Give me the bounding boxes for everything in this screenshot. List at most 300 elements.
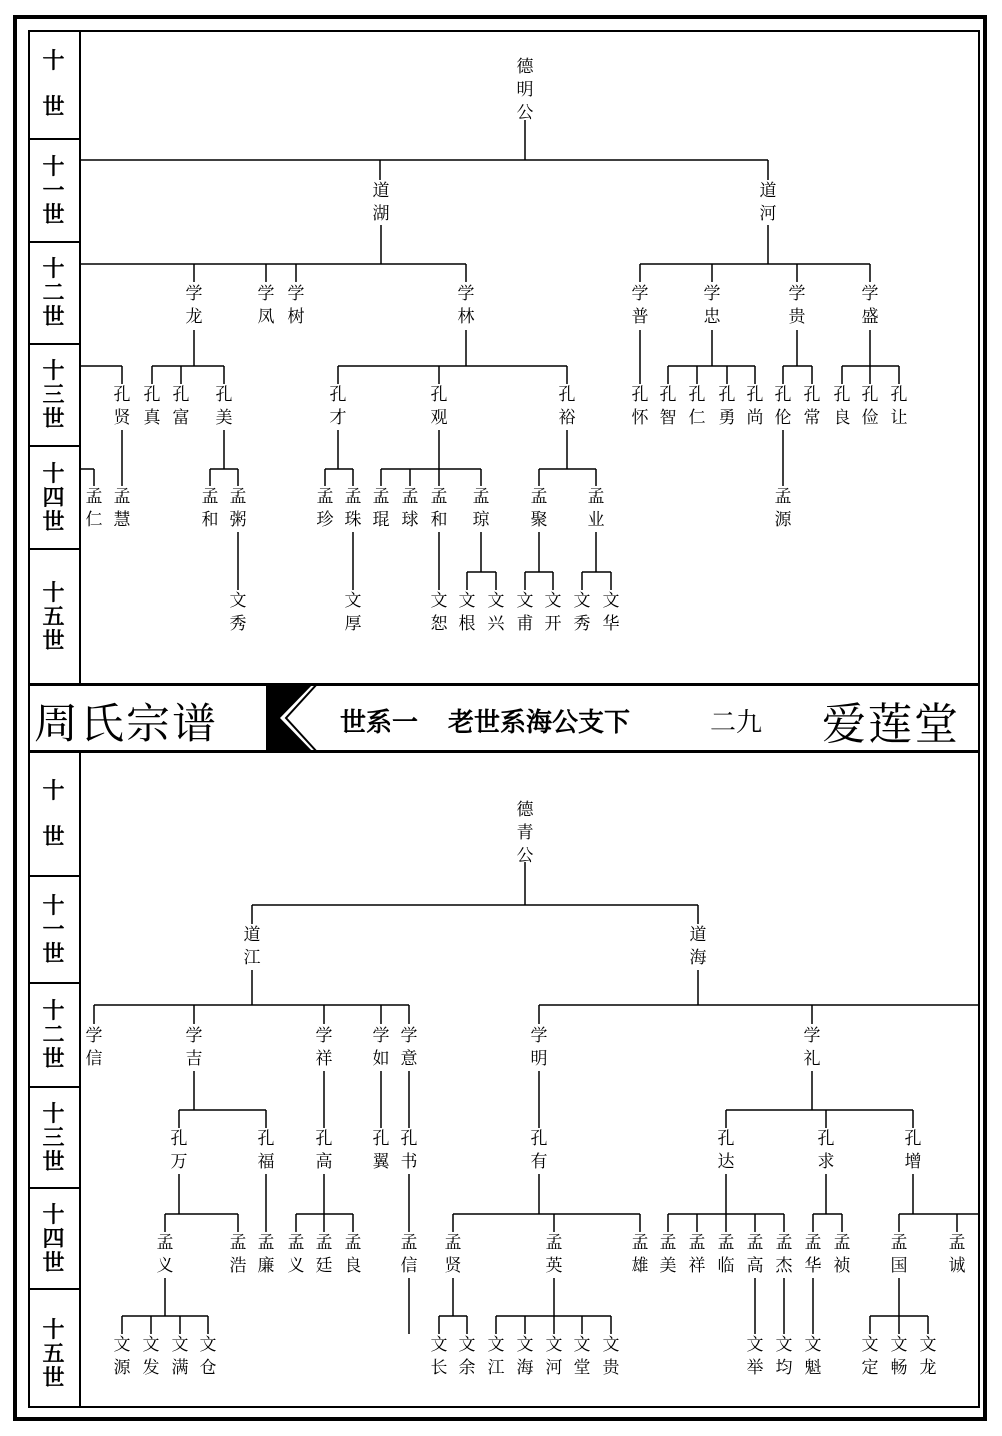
person-name	[789, 284, 807, 327]
person-name	[660, 385, 677, 428]
name-char: 学	[530, 1026, 548, 1046]
name-char: 书	[400, 1152, 418, 1172]
name-char: 文	[775, 1335, 793, 1355]
person-name	[905, 1129, 922, 1172]
name-char: 孟	[201, 487, 219, 507]
name-char: 孔	[746, 385, 764, 405]
name-char: 国	[890, 1256, 908, 1276]
person-name	[459, 591, 476, 634]
generation-char: 十	[42, 358, 65, 384]
name-char: 怀	[631, 408, 649, 428]
name-char: 雄	[631, 1256, 649, 1276]
person-name	[834, 385, 851, 428]
name-char: 孔	[890, 385, 908, 405]
name-char: 青	[516, 823, 534, 843]
name-char: 礼	[803, 1049, 821, 1069]
name-char: 增	[904, 1152, 922, 1172]
name-char: 文	[487, 591, 505, 611]
person-name	[775, 487, 793, 530]
person-name	[804, 1026, 821, 1069]
person-name	[401, 1233, 418, 1276]
name-char: 孔	[372, 1129, 390, 1149]
name-char: 孟	[804, 1233, 822, 1253]
name-char: 江	[243, 948, 261, 968]
name-char: 孟	[113, 487, 131, 507]
person-name	[216, 385, 233, 428]
name-char: 龙	[919, 1358, 937, 1378]
name-char: 德	[516, 57, 534, 77]
name-char: 珠	[344, 510, 362, 530]
name-char: 文	[602, 591, 620, 611]
name-char: 诚	[948, 1256, 966, 1276]
name-char: 俭	[861, 408, 879, 428]
name-char: 学	[457, 284, 475, 304]
generation-char: 三	[42, 1124, 65, 1151]
name-char: 孟	[344, 487, 362, 507]
name-char: 学	[85, 1026, 103, 1046]
person-name	[202, 487, 219, 530]
name-char: 文	[458, 591, 476, 611]
name-char: 孟	[774, 487, 792, 507]
name-char: 孟	[85, 487, 103, 507]
name-char: 文	[919, 1335, 937, 1355]
person-name	[747, 1335, 764, 1378]
name-char: 孟	[287, 1233, 305, 1253]
generation-char: 十	[42, 1201, 65, 1228]
person-name	[517, 591, 534, 634]
person-name	[704, 284, 722, 327]
name-char: 道	[372, 181, 390, 201]
person-name	[258, 1233, 275, 1276]
name-char: 孔	[558, 385, 576, 405]
name-char: 孔	[430, 385, 448, 405]
name-char: 信	[400, 1256, 418, 1276]
generation-char: 十	[42, 1316, 65, 1343]
person-name	[445, 1233, 463, 1276]
name-char: 道	[689, 925, 707, 945]
person-name	[431, 385, 448, 428]
section-label: 世系一	[340, 708, 419, 738]
name-char: 祥	[688, 1256, 706, 1276]
generation-char: 世	[42, 824, 65, 850]
name-char: 孔	[530, 1129, 548, 1149]
person-name	[517, 800, 535, 866]
person-name	[632, 1233, 649, 1276]
person-name	[805, 1233, 822, 1276]
name-char: 孔	[688, 385, 706, 405]
name-char: 义	[287, 1256, 305, 1276]
generation-char: 二	[42, 1022, 65, 1048]
generation-char: 世	[42, 406, 65, 432]
name-char: 良	[833, 408, 851, 428]
name-char: 文	[890, 1335, 908, 1355]
name-char: 普	[631, 307, 649, 327]
name-char: 孟	[659, 1233, 677, 1253]
person-name	[144, 385, 162, 428]
name-char: 廉	[257, 1256, 275, 1276]
person-name	[834, 1233, 851, 1276]
person-name	[603, 591, 620, 634]
name-char: 华	[804, 1256, 822, 1276]
generation-char: 十	[42, 579, 65, 606]
person-name	[373, 487, 390, 530]
name-char: 学	[287, 284, 305, 304]
generation-char: 一	[42, 916, 65, 943]
person-name	[258, 284, 275, 327]
generation-char: 四	[42, 1225, 65, 1252]
person-name	[531, 1129, 548, 1172]
name-char: 孟	[631, 1233, 649, 1253]
name-char: 明	[516, 80, 534, 100]
generation-char: 世	[42, 1364, 65, 1391]
person-name	[660, 1233, 677, 1276]
book-title: 周氏宗谱	[34, 700, 218, 749]
page-number: 二九	[710, 708, 763, 738]
name-char: 孟	[746, 1233, 764, 1253]
generation-char: 世	[42, 94, 65, 120]
person-name	[488, 591, 506, 634]
name-char: 智	[659, 408, 677, 428]
name-char: 贤	[113, 408, 131, 428]
name-char: 畅	[890, 1358, 908, 1378]
name-char: 学	[257, 284, 275, 304]
generation-char: 十	[42, 48, 65, 74]
name-char: 文	[573, 1335, 591, 1355]
person-name	[316, 1129, 333, 1172]
name-char: 树	[287, 307, 305, 327]
generation-char: 四	[42, 484, 65, 511]
person-name	[546, 1233, 563, 1276]
person-name	[288, 284, 305, 327]
name-char: 孔	[315, 1129, 333, 1149]
person-name	[373, 1129, 391, 1172]
person-name	[244, 925, 261, 968]
generation-char: 十	[42, 153, 65, 180]
name-char: 河	[759, 204, 777, 224]
name-char: 道	[243, 925, 261, 945]
name-char: 美	[215, 408, 233, 428]
name-char: 孔	[172, 385, 190, 405]
name-char: 信	[85, 1049, 103, 1069]
name-char: 孟	[890, 1233, 908, 1253]
name-char: 根	[458, 614, 476, 634]
person-name	[588, 487, 605, 530]
name-char: 孟	[775, 1233, 793, 1253]
generation-char: 十	[42, 460, 65, 487]
name-char: 文	[458, 1335, 476, 1355]
name-char: 观	[430, 408, 448, 428]
name-char: 孟	[401, 487, 419, 507]
name-char: 仁	[85, 510, 103, 530]
person-name	[689, 1233, 706, 1276]
name-char: 意	[400, 1049, 418, 1069]
name-char: 文	[573, 591, 591, 611]
name-char: 公	[516, 103, 534, 123]
name-char: 甫	[516, 614, 534, 634]
person-name	[143, 1335, 160, 1378]
name-char: 粥	[229, 510, 247, 530]
name-char: 源	[774, 510, 792, 530]
name-char: 孟	[587, 487, 605, 507]
person-name	[517, 57, 535, 123]
person-name	[345, 487, 362, 530]
name-char: 孔	[817, 1129, 835, 1149]
name-char: 孟	[530, 487, 548, 507]
name-char: 满	[171, 1358, 189, 1378]
name-char: 孔	[400, 1129, 418, 1149]
person-name	[718, 1129, 735, 1172]
name-char: 河	[545, 1358, 563, 1378]
person-name	[920, 1335, 937, 1378]
person-name	[345, 1233, 362, 1276]
person-name	[186, 284, 203, 327]
name-char: 学	[315, 1026, 333, 1046]
name-char: 孔	[833, 385, 851, 405]
generation-char: 世	[42, 940, 65, 967]
generation-char: 世	[42, 201, 65, 228]
name-char: 孔	[717, 1129, 735, 1149]
name-char: 祯	[833, 1256, 851, 1276]
name-char: 秀	[573, 614, 591, 634]
name-char: 文	[545, 1335, 563, 1355]
name-char: 文	[171, 1335, 189, 1355]
person-name	[747, 1233, 764, 1276]
name-char: 孟	[444, 1233, 462, 1253]
generation-char: 一	[42, 177, 65, 204]
name-char: 琼	[472, 510, 490, 530]
name-char: 孔	[143, 385, 161, 405]
name-char: 富	[172, 408, 190, 428]
person-name	[402, 487, 419, 530]
person-name	[603, 1335, 621, 1378]
name-char: 孟	[717, 1233, 735, 1253]
name-char: 贤	[444, 1256, 462, 1276]
person-name	[114, 1335, 132, 1378]
name-char: 文	[113, 1335, 131, 1355]
generation-char: 世	[42, 627, 65, 654]
name-char: 孟	[315, 1233, 333, 1253]
person-name	[200, 1335, 217, 1378]
name-char: 有	[530, 1152, 548, 1172]
name-char: 文	[746, 1335, 764, 1355]
name-char: 凤	[257, 307, 275, 327]
name-char: 裕	[558, 408, 576, 428]
generation-char: 世	[42, 508, 65, 535]
name-char: 学	[788, 284, 806, 304]
name-char: 文	[516, 1335, 534, 1355]
generation-char: 五	[42, 1340, 65, 1367]
name-char: 忠	[703, 307, 721, 327]
generation-char: 十	[42, 892, 65, 919]
name-char: 均	[775, 1358, 793, 1378]
name-char: 学	[372, 1026, 390, 1046]
person-name	[230, 487, 247, 530]
name-char: 才	[329, 408, 347, 428]
name-char: 文	[804, 1335, 822, 1355]
person-name	[747, 385, 764, 428]
person-name	[775, 385, 792, 428]
generation-char: 世	[42, 1046, 65, 1072]
person-name	[891, 385, 908, 428]
name-char: 琨	[372, 510, 390, 530]
generation-char: 世	[42, 1148, 65, 1175]
person-name	[546, 1335, 563, 1378]
person-name	[186, 1026, 203, 1069]
name-char: 举	[746, 1358, 764, 1378]
person-name	[949, 1233, 966, 1276]
name-char: 孟	[229, 487, 247, 507]
name-char: 如	[372, 1049, 390, 1069]
name-char: 求	[817, 1152, 835, 1172]
person-name	[258, 1129, 275, 1172]
name-char: 孟	[316, 487, 334, 507]
generation-char: 二	[42, 280, 65, 306]
person-name	[458, 284, 475, 327]
name-char: 文	[430, 591, 448, 611]
person-name	[401, 1129, 418, 1172]
person-name	[459, 1335, 476, 1378]
person-name	[574, 1335, 591, 1378]
name-char: 珍	[316, 510, 334, 530]
name-char: 学	[400, 1026, 418, 1046]
person-name	[373, 1026, 390, 1069]
name-char: 学	[861, 284, 879, 304]
person-name	[86, 1026, 103, 1069]
name-char: 林	[457, 307, 475, 327]
person-name	[718, 1233, 735, 1276]
generation-char: 五	[42, 603, 65, 630]
person-name	[719, 385, 736, 428]
name-char: 和	[430, 510, 448, 530]
name-char: 明	[530, 1049, 548, 1069]
person-name	[632, 385, 650, 428]
name-char: 贵	[602, 1358, 620, 1378]
name-char: 文	[861, 1335, 879, 1355]
generation-char: 十	[42, 256, 65, 282]
name-char: 贵	[788, 307, 806, 327]
name-char: 慧	[113, 510, 131, 530]
name-char: 学	[803, 1026, 821, 1046]
name-char: 让	[890, 408, 908, 428]
name-char: 华	[602, 614, 620, 634]
name-char: 余	[458, 1358, 476, 1378]
person-name	[574, 591, 591, 634]
hall-name: 爱莲堂	[822, 699, 960, 750]
name-char: 业	[587, 510, 605, 530]
person-name	[171, 1129, 188, 1172]
name-char: 常	[803, 408, 821, 428]
person-name	[86, 487, 103, 530]
name-char: 孔	[215, 385, 233, 405]
name-char: 学	[185, 1026, 203, 1046]
name-char: 孟	[229, 1233, 247, 1253]
person-name	[114, 487, 131, 530]
person-name	[531, 1026, 548, 1069]
name-char: 孟	[948, 1233, 966, 1253]
person-name	[559, 385, 576, 428]
person-name	[891, 1233, 908, 1276]
person-name	[804, 385, 821, 428]
name-char: 龙	[185, 307, 203, 327]
person-name	[157, 1233, 174, 1276]
name-char: 开	[544, 614, 562, 634]
person-name	[316, 1026, 333, 1069]
name-char: 文	[199, 1335, 217, 1355]
person-name	[345, 591, 362, 634]
generation-char: 十	[42, 1100, 65, 1127]
name-char: 英	[545, 1256, 563, 1276]
person-name	[473, 487, 491, 530]
name-char: 源	[113, 1358, 131, 1378]
person-name	[760, 181, 777, 224]
person-name	[230, 1233, 247, 1276]
name-char: 翼	[372, 1152, 390, 1172]
name-char: 文	[344, 591, 362, 611]
name-char: 文	[602, 1335, 620, 1355]
name-char: 德	[516, 800, 534, 820]
name-char: 定	[861, 1358, 879, 1378]
person-name	[862, 284, 879, 327]
name-char: 恕	[430, 614, 448, 634]
person-name	[288, 1233, 305, 1276]
name-char: 魁	[804, 1358, 822, 1378]
name-char: 伦	[774, 408, 792, 428]
name-char: 真	[143, 408, 161, 428]
person-name	[172, 1335, 189, 1378]
name-char: 孔	[718, 385, 736, 405]
name-char: 学	[631, 284, 649, 304]
name-char: 江	[487, 1358, 505, 1378]
name-char: 仓	[199, 1358, 217, 1378]
name-char: 孔	[170, 1129, 188, 1149]
person-name	[230, 591, 247, 634]
name-char: 廷	[315, 1256, 333, 1276]
person-name	[431, 591, 449, 634]
name-char: 学	[703, 284, 721, 304]
person-name	[488, 1335, 505, 1378]
name-char: 孟	[372, 487, 390, 507]
person-name	[818, 1129, 835, 1172]
name-char: 义	[156, 1256, 174, 1276]
generation-char: 十	[42, 778, 65, 804]
branch-label: 老世系海公支下	[448, 708, 631, 738]
person-name	[173, 385, 190, 428]
person-name	[632, 284, 649, 327]
name-char: 公	[516, 846, 534, 866]
name-char: 聚	[530, 510, 548, 530]
person-name	[776, 1233, 794, 1276]
name-char: 孔	[113, 385, 131, 405]
person-name	[805, 1335, 822, 1378]
name-char: 学	[185, 284, 203, 304]
name-char: 孟	[430, 487, 448, 507]
name-char: 文	[487, 1335, 505, 1355]
person-name	[531, 487, 548, 530]
name-char: 浩	[229, 1256, 247, 1276]
name-char: 孟	[156, 1233, 174, 1253]
name-char: 道	[759, 181, 777, 201]
name-char: 兴	[487, 614, 505, 634]
name-char: 孔	[774, 385, 792, 405]
person-name	[114, 385, 132, 428]
person-name	[316, 1233, 333, 1276]
name-char: 球	[401, 510, 419, 530]
person-name	[689, 385, 706, 428]
name-char: 孟	[688, 1233, 706, 1253]
person-name	[862, 1335, 879, 1378]
name-char: 文	[229, 591, 247, 611]
name-char: 杰	[775, 1256, 793, 1276]
